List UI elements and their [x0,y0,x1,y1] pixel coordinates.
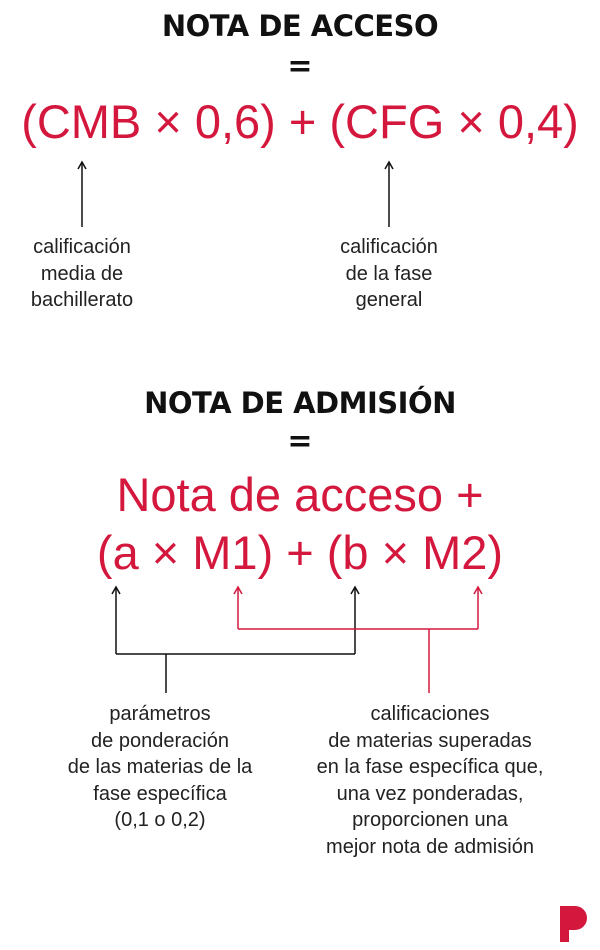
access-note-cmb-line: bachillerato [30,289,134,311]
access-title: NOTA DE ACCESO [161,9,439,43]
access-note-cfg-line: calificación [340,236,438,258]
access-note-cmb-line: media de [40,262,124,285]
admission-note-parameters-line: de ponderación [91,729,229,752]
admission-note-grades-line: proporcionen una [352,809,508,831]
access-formula: (CMB × 0,6) + (CFG × 0,4) [21,95,579,148]
admission-note-grades-line: una vez ponderadas, [336,782,524,805]
admission-formula-line-1: Nota de acceso + [116,468,484,521]
access-note-cmb-line: calificación [33,236,131,258]
brand-p-logo-icon [560,906,588,942]
admission-note-grades-line: en la fase específica que, [316,756,544,778]
admission-note-grades-line: calificaciones [370,703,490,725]
admission-note-parameters-line: fase específica [93,782,227,805]
admission-note-grades-line: mejor nota de admisión [326,835,534,858]
access-note-cfg-line: general [355,289,423,311]
admission-note-grades-line: de materias superadas [328,729,532,752]
admission-note-parameters-line: (0,1 o 0,2) [114,809,206,831]
admission-note-parameters-line: de las materias de la [67,756,253,778]
access-equals-sign: = [287,49,313,84]
admission-note-parameters-line: parámetros [109,703,211,725]
admission-formula-line-2: (a × M1) + (b × M2) [96,526,504,579]
access-note-cfg-line: de la fase [345,262,433,285]
admission-title: NOTA DE ADMISIÓN [144,386,456,420]
admission-equals-sign: = [287,424,313,459]
